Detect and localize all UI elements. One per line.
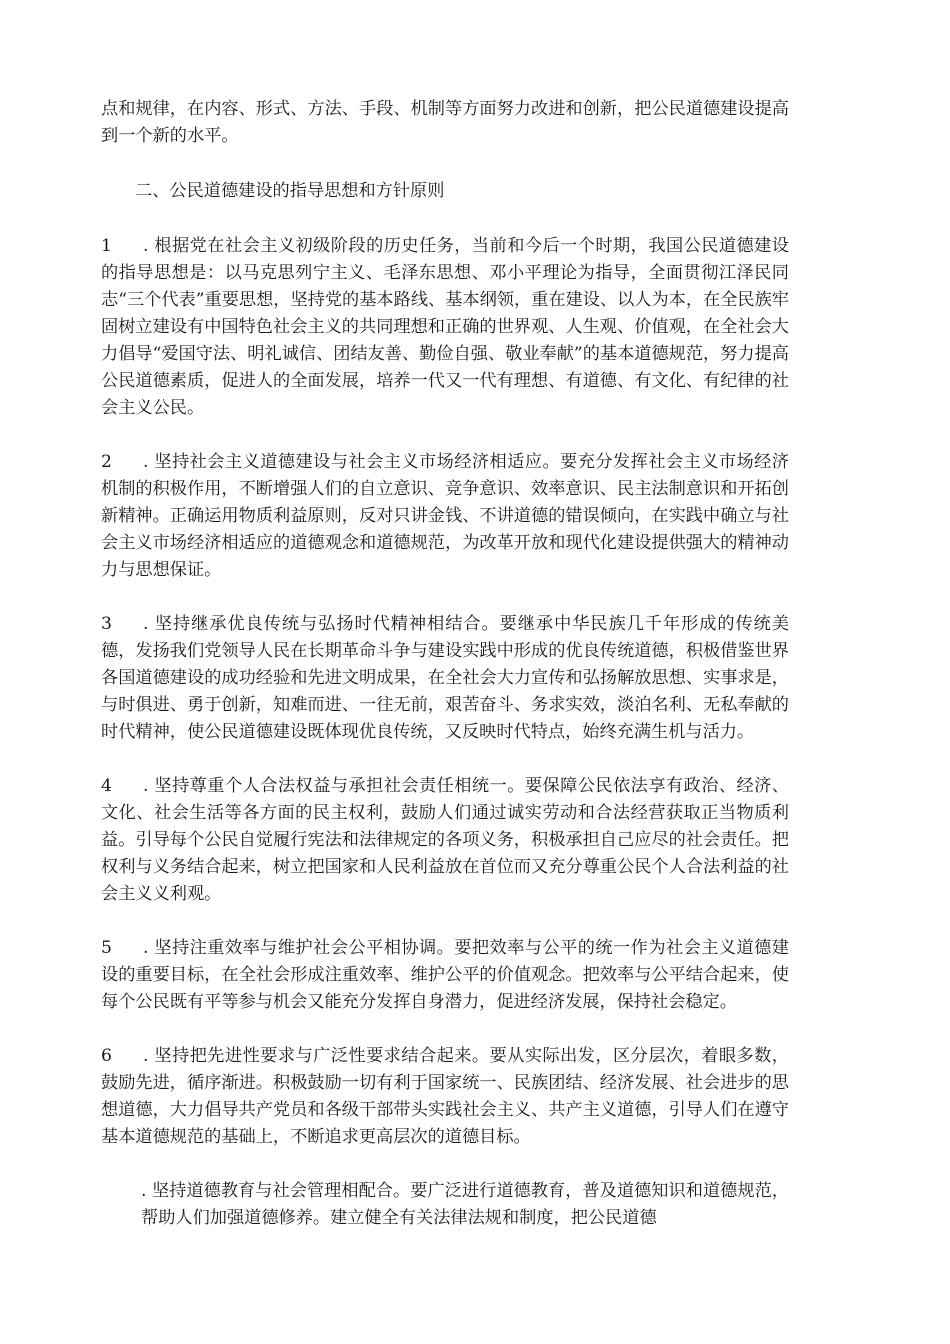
- list-item-4: [101, 773, 789, 908]
- item-number: 5: [101, 938, 112, 958]
- item-text: . 坚持尊重个人合法权益与承担社会责任相统一。要保障公民依法享有政治、经济、文化、社会生活等各方面的民主权利，鼓励人们通过诚实劳动和合法经营获取正当物质利益。引导每个公民自觉履行宪法和法律规定的各项义务，积极承担自己应尽的社会责任。把权利与义务结合起来，树立把国家和人民利益放在首位而又充分尊重公民个人合法利益的社会主义义利观。: [101, 776, 789, 904]
- item-number: 2: [101, 452, 112, 472]
- intro-paragraph: 点和规律，在内容、形式、方法、手段、机制等方面努力改进和创新，把公民道德建设提高到一个新的水平。: [101, 99, 789, 146]
- list-item-3: [101, 611, 789, 746]
- item-text: . 坚持注重效率与维护社会公平相协调。要把效率与公平的统一作为社会主义道德建设的重要目标，在全社会形成注重效率、维护公平的价值观念。把效率与公平结合起来，使每个公民既有平等参与机会又能充分发挥自身潜力，促进经济发展，保持社会稳定。: [101, 938, 789, 1012]
- item-text: . 坚持社会主义道德建设与社会主义市场经济相适应。要充分发挥社会主义市场经济机制的积极作用，不断增强人们的自立意识、竞争意识、效率意识、民主法制意识和开拓创新精神。正确运用物质利益原则，反对只讲金钱、不讲道德的错误倾向，在实践中确立与社会主义市场经济相适应的道德观念和道德规范，为改革开放和现代化建设提供强大的精神动力与思想保证。: [101, 452, 789, 580]
- list-item-2: [101, 449, 789, 584]
- item-number: 1: [101, 236, 112, 256]
- list-item-6: [101, 1043, 789, 1151]
- document-page: [101, 96, 789, 1232]
- item-text: . 坚持把先进性要求与广泛性要求结合起来。要从实际出发，区分层次，着眼多数，鼓励先进，循序渐进。积极鼓励一切有利于国家统一、民族团结、经济发展、社会进步的思想道德，大力倡导共产党员和各级干部带头实践社会主义、共产主义道德，引导人们在遵守基本道德规范的基础上，不断追求更高层次的道德目标。: [101, 1046, 789, 1147]
- list-item-5: [101, 935, 789, 1016]
- item-number: 6: [101, 1046, 112, 1066]
- item-number: 3: [101, 614, 112, 634]
- section-heading: 二、公民道德建设的指导思想和方针原则: [135, 181, 445, 201]
- item-text: . 根据党在社会主义初级阶段的历史任务，当前和今后一个时期，我国公民道德建设的指导思想是：以马克思列宁主义、毛泽东思想、邓小平理论为指导，全面贯彻江泽民同志“三个代表”重要思想，坚持党的基本路线、基本纲领，重在建设、以人为本，在全民族牢固树立建设有中国特色社会主义的共同理想和正确的世界观、人生观、价值观，在全社会大力倡导“爱国守法、明礼诚信、团结友善、勤俭自强、敬业奉献”的基本道德规范，努力提高公民道德素质，促进人的全面发展，培养一代又一代有理想、有道德、有文化、有纪律的社会主义公民。: [101, 236, 789, 418]
- item-text: . 坚持继承优良传统与弘扬时代精神相结合。要继承中华民族几千年形成的传统美德，发扬我们党领导人民在长期革命斗争与建设实践中形成的优良传统道德，积极借鉴世界各国道德建设的成功经验和先进文明成果，在全社会大力宣传和弘扬解放思想、实事求是，与时俱进、勇于创新，知难而进、一往无前，艰苦奋斗、务求实效，淡泊名利、无私奉献的时代精神，使公民道德建设既体现优良传统，又反映时代特点，始终充满生机与活力。: [101, 614, 789, 742]
- list-item-1: [101, 233, 789, 422]
- item-text: . 坚持道德教育与社会管理相配合。要广泛进行道德教育，普及道德知识和道德规范，帮助人们加强道德修养。建立健全有关法律法规和制度，把公民道德: [141, 1181, 789, 1228]
- list-item-7: [101, 1178, 789, 1232]
- item-number: 4: [101, 776, 112, 796]
